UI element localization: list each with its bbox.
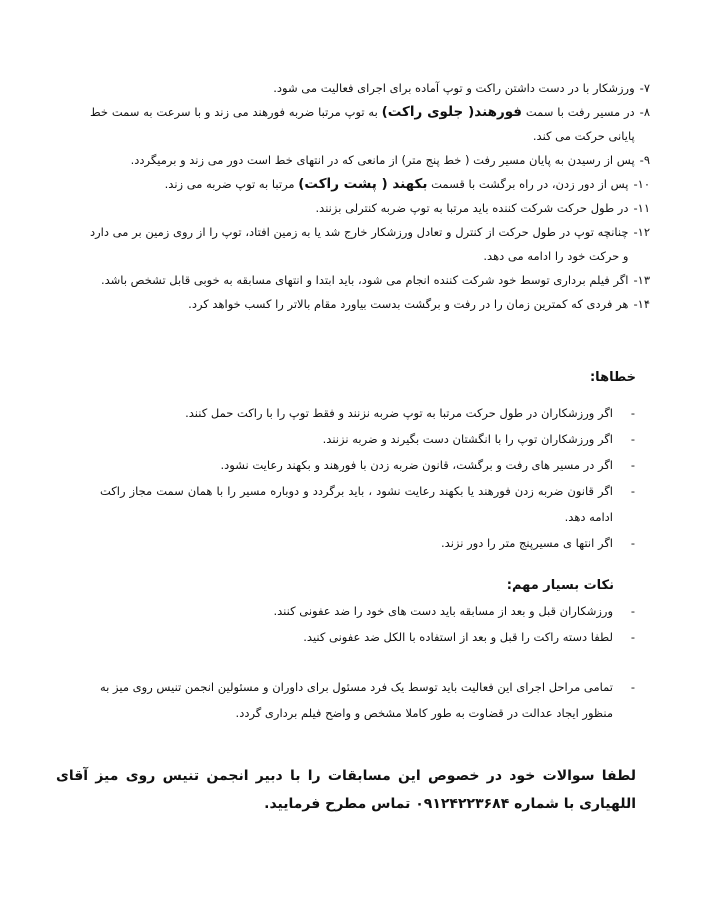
list-item [100, 530, 635, 556]
step-item [90, 148, 650, 172]
step-text [90, 172, 628, 196]
step-text-bold: فورهند( جلوی راکت) [381, 104, 523, 120]
step-item [90, 292, 650, 316]
step-text-part: چنانچه توپ در طول حرکت از کنترل و تعادل ورزشکار خارج شد یا به زمین افتاد، توپ را از روی زمین بر می دارد و حرکت خود را ادامه می دهد. [90, 225, 629, 263]
step-number: ۱۲- [633, 225, 650, 239]
step-text [90, 100, 635, 148]
step-text-part: پس از رسیدن به پایان مسیر رفت ( خط پنج متر) از مانعی که در انتهای خط است دور می زند و برمیگردد. [130, 153, 635, 167]
list-item-text: تمامی مراحل اجرای این فعالیت باید توسط یک فرد مسئول برای داوران و مسئولین انجمن تنیس روی میز به منظور ایجاد عدالت در قضاوت به طور کاملا مشخص و واضح فیلم برداری گردد. [100, 680, 613, 720]
step-text [90, 268, 628, 292]
step-item [90, 220, 650, 268]
step-text [90, 196, 628, 220]
step-text-part: مرتبا به توپ ضربه می زند. [164, 177, 299, 191]
bullet-dash: - [630, 536, 635, 550]
list-item-text: اگر ورزشکاران در طول حرکت مرتبا به توپ ضربه نزنند و فقط توپ را با راکت حمل کنند. [185, 406, 613, 420]
list-item-text: لطفا دسته راکت را قبل و بعد از استفاده با الکل ضد عفونی کنید. [303, 630, 613, 644]
step-text-part: ورزشکار با در دست داشتن راکت و توپ آماده برای اجرای فعالیت می شود. [273, 81, 635, 95]
step-number: ۱۴- [633, 297, 650, 311]
list-item [100, 598, 635, 624]
list-item-text: اگر در مسیر های رفت و برگشت، قانون ضربه زدن با فورهند و بکهند رعایت نشود. [220, 458, 613, 472]
bullet-dash: - [630, 458, 635, 472]
list-item [100, 674, 635, 726]
step-text-part: در مسیر رفت با سمت [522, 105, 635, 119]
step-item [90, 268, 650, 292]
list-item-text: اگر ورزشکاران توپ را با انگشتان دست بگیرند و ضربه نزنند. [322, 432, 613, 446]
step-number: ۷- [639, 81, 650, 95]
step-item [90, 100, 650, 148]
list-item [100, 478, 635, 530]
list-item [100, 400, 635, 426]
errors-list [100, 400, 635, 556]
step-text-part: به توپ مرتبا ضربه فورهند می زند و با سرعت به سمت خط پایانی حرکت می کند. [90, 105, 635, 143]
step-text-part: اگر فیلم برداری توسط خود شرکت کننده انجام می شود، باید ابتدا و انتهای مسابقه به خوبی قابل تشخص باشد. [100, 273, 629, 287]
step-text [90, 148, 635, 172]
list-item-text: اگر انتها ی مسیرپنج متر را دور نزند. [441, 536, 613, 550]
bullet-dash: - [630, 630, 635, 644]
step-number: ۸- [639, 105, 650, 119]
list-item [100, 426, 635, 452]
step-text [90, 220, 628, 268]
step-text-part: هر فردی که کمترین زمان را در رفت و برگشت بدست بیاورد مقام بالاتر را کسب خواهد کرد. [188, 297, 629, 311]
bullet-dash: - [630, 604, 635, 618]
list-item-text: اگر قانون ضربه زدن فورهند یا بکهند رعایت نشود ، باید برگردد و دوباره مسیر را با همان سمت مجاز راکت ادامه دهد. [100, 484, 613, 524]
step-number: ۱۳- [633, 273, 650, 287]
bullet-dash: - [630, 680, 635, 694]
list-item-text: ورزشکاران قبل و بعد از مسابقه باید دست های خود را ضد عفونی کنند. [273, 604, 613, 618]
step-item [90, 196, 650, 220]
notes-list [100, 598, 635, 650]
list-item [100, 452, 635, 478]
step-text-bold: بکهند ( پشت راکت) [298, 176, 428, 192]
notes-list-extra [100, 674, 635, 726]
step-item [90, 76, 650, 100]
step-text [90, 292, 628, 316]
bullet-dash: - [630, 406, 635, 420]
steps-list [90, 76, 650, 316]
step-text-part: در طول حرکت شرکت کننده باید مرتبا به توپ ضربه کنترلی بزنند. [315, 201, 629, 215]
step-number: ۱۰- [633, 177, 650, 191]
closing-contact-note: لطفا سوالات خود در خصوص این مسابقات را با دبیر انجمن تنیس روی میز آقای اللهیاری با شماره ۰۹۱۲۴۲۲۳۶۸۴ تماس مطرح فرمایید. [56, 768, 636, 812]
list-item [100, 624, 635, 650]
bullet-dash: - [630, 484, 635, 498]
step-number: ۹- [639, 153, 650, 167]
notes-heading: نکات بسیار مهم: [506, 578, 614, 593]
bullet-dash: - [630, 432, 635, 446]
step-number: ۱۱- [633, 201, 650, 215]
step-text [90, 76, 635, 100]
step-item [90, 172, 650, 196]
errors-heading: خطاها: [589, 370, 636, 385]
step-text-part: پس از دور زدن، در راه برگشت با قسمت [427, 177, 629, 191]
